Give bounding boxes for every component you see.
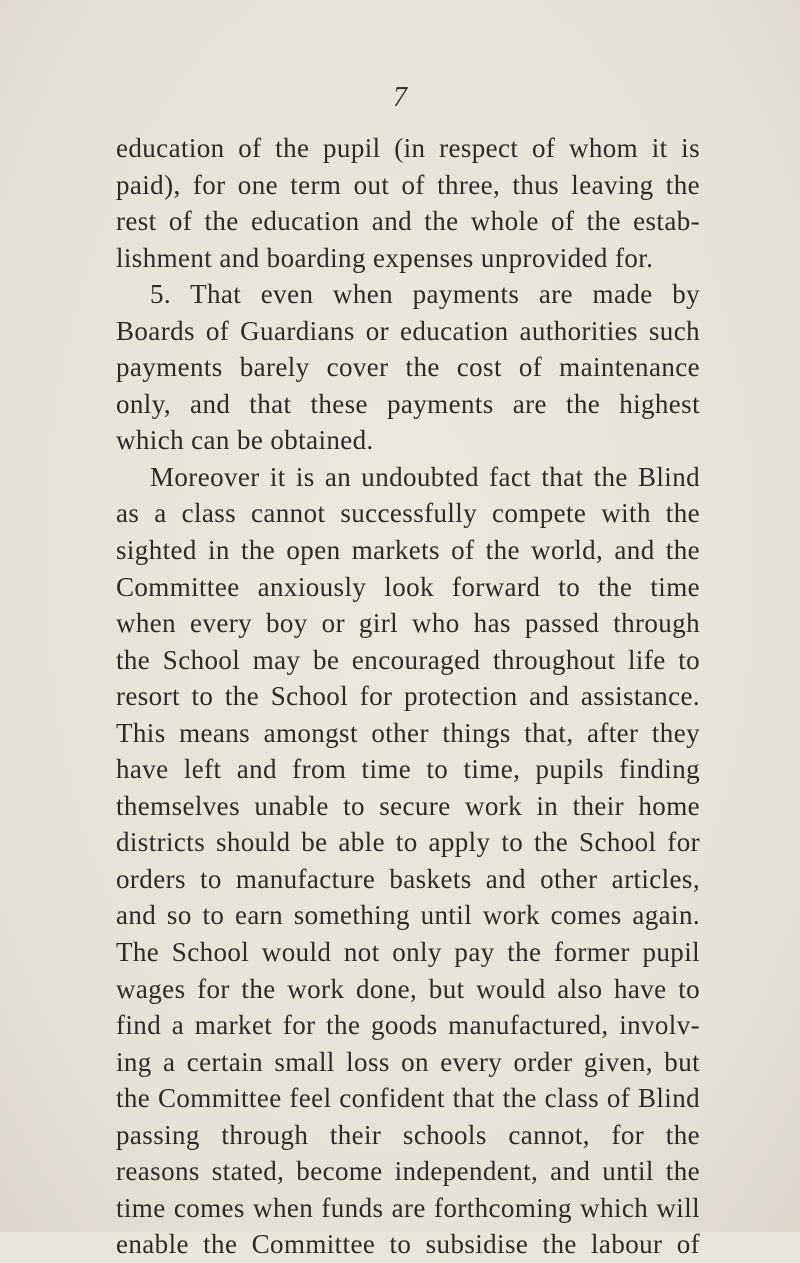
text-line: enable the Committee to subsidise the labour of (116, 1229, 700, 1260)
text-line: when every boy or girl who has passed through (116, 608, 700, 639)
body-text (116, 130, 700, 1263)
text-line: which can be obtained. (116, 425, 374, 456)
text-line: and so to earn something until work comes again. (116, 900, 700, 931)
text-line: wages for the work done, but would also have to (116, 973, 700, 1004)
text-line: the School may be encouraged throughout life to (116, 644, 700, 675)
text-line: find a market for the goods manufactured, involv- (116, 1010, 700, 1041)
text-line: 5. That even when payments are made by (150, 279, 700, 310)
text-line: Committee anxiously look forward to the time (116, 571, 700, 602)
page-number: 7 (393, 82, 407, 113)
text-line: paid), for one term out of three, thus leaving the (116, 169, 700, 200)
text-line: the Committee feel confident that the class of Blind (116, 1083, 700, 1114)
text-line: as a class cannot successfully compete with the (116, 498, 700, 529)
text-line: Boards of Guardians or education authorities such (116, 315, 700, 346)
text-line: themselves unable to secure work in their home (116, 790, 700, 821)
text-line: have left and from time to time, pupils finding (116, 754, 700, 785)
text-line: time comes when funds are forthcoming which will (116, 1192, 700, 1223)
text-line: orders to manufacture baskets and other articles, (116, 863, 700, 894)
text-line: resort to the School for protection and assistance. (116, 681, 700, 712)
text-line: The School would not only pay the former pupil (116, 937, 700, 968)
text-line: passing through their schools cannot, for the (116, 1119, 700, 1150)
text-line: lishment and boarding expenses unprovided for. (116, 242, 654, 273)
text-line: sighted in the open markets of the world, and the (116, 535, 700, 566)
text-line: rest of the education and the whole of the estab- (116, 206, 700, 237)
text-line: education of the pupil (in respect of whom it is (116, 133, 700, 163)
text-line: districts should be able to apply to the School for (116, 827, 700, 858)
text-line: This means amongst other things that, after they (116, 717, 700, 748)
text-line: payments barely cover the cost of maintenance (116, 352, 700, 383)
text-line: only, and that these payments are the highest (116, 388, 700, 419)
text-line: Moreover it is an undoubted fact that the Blind (150, 461, 700, 492)
text-line: ing a certain small loss on every order given, but (116, 1046, 700, 1077)
text-line: reasons stated, become independent, and until the (116, 1156, 700, 1187)
